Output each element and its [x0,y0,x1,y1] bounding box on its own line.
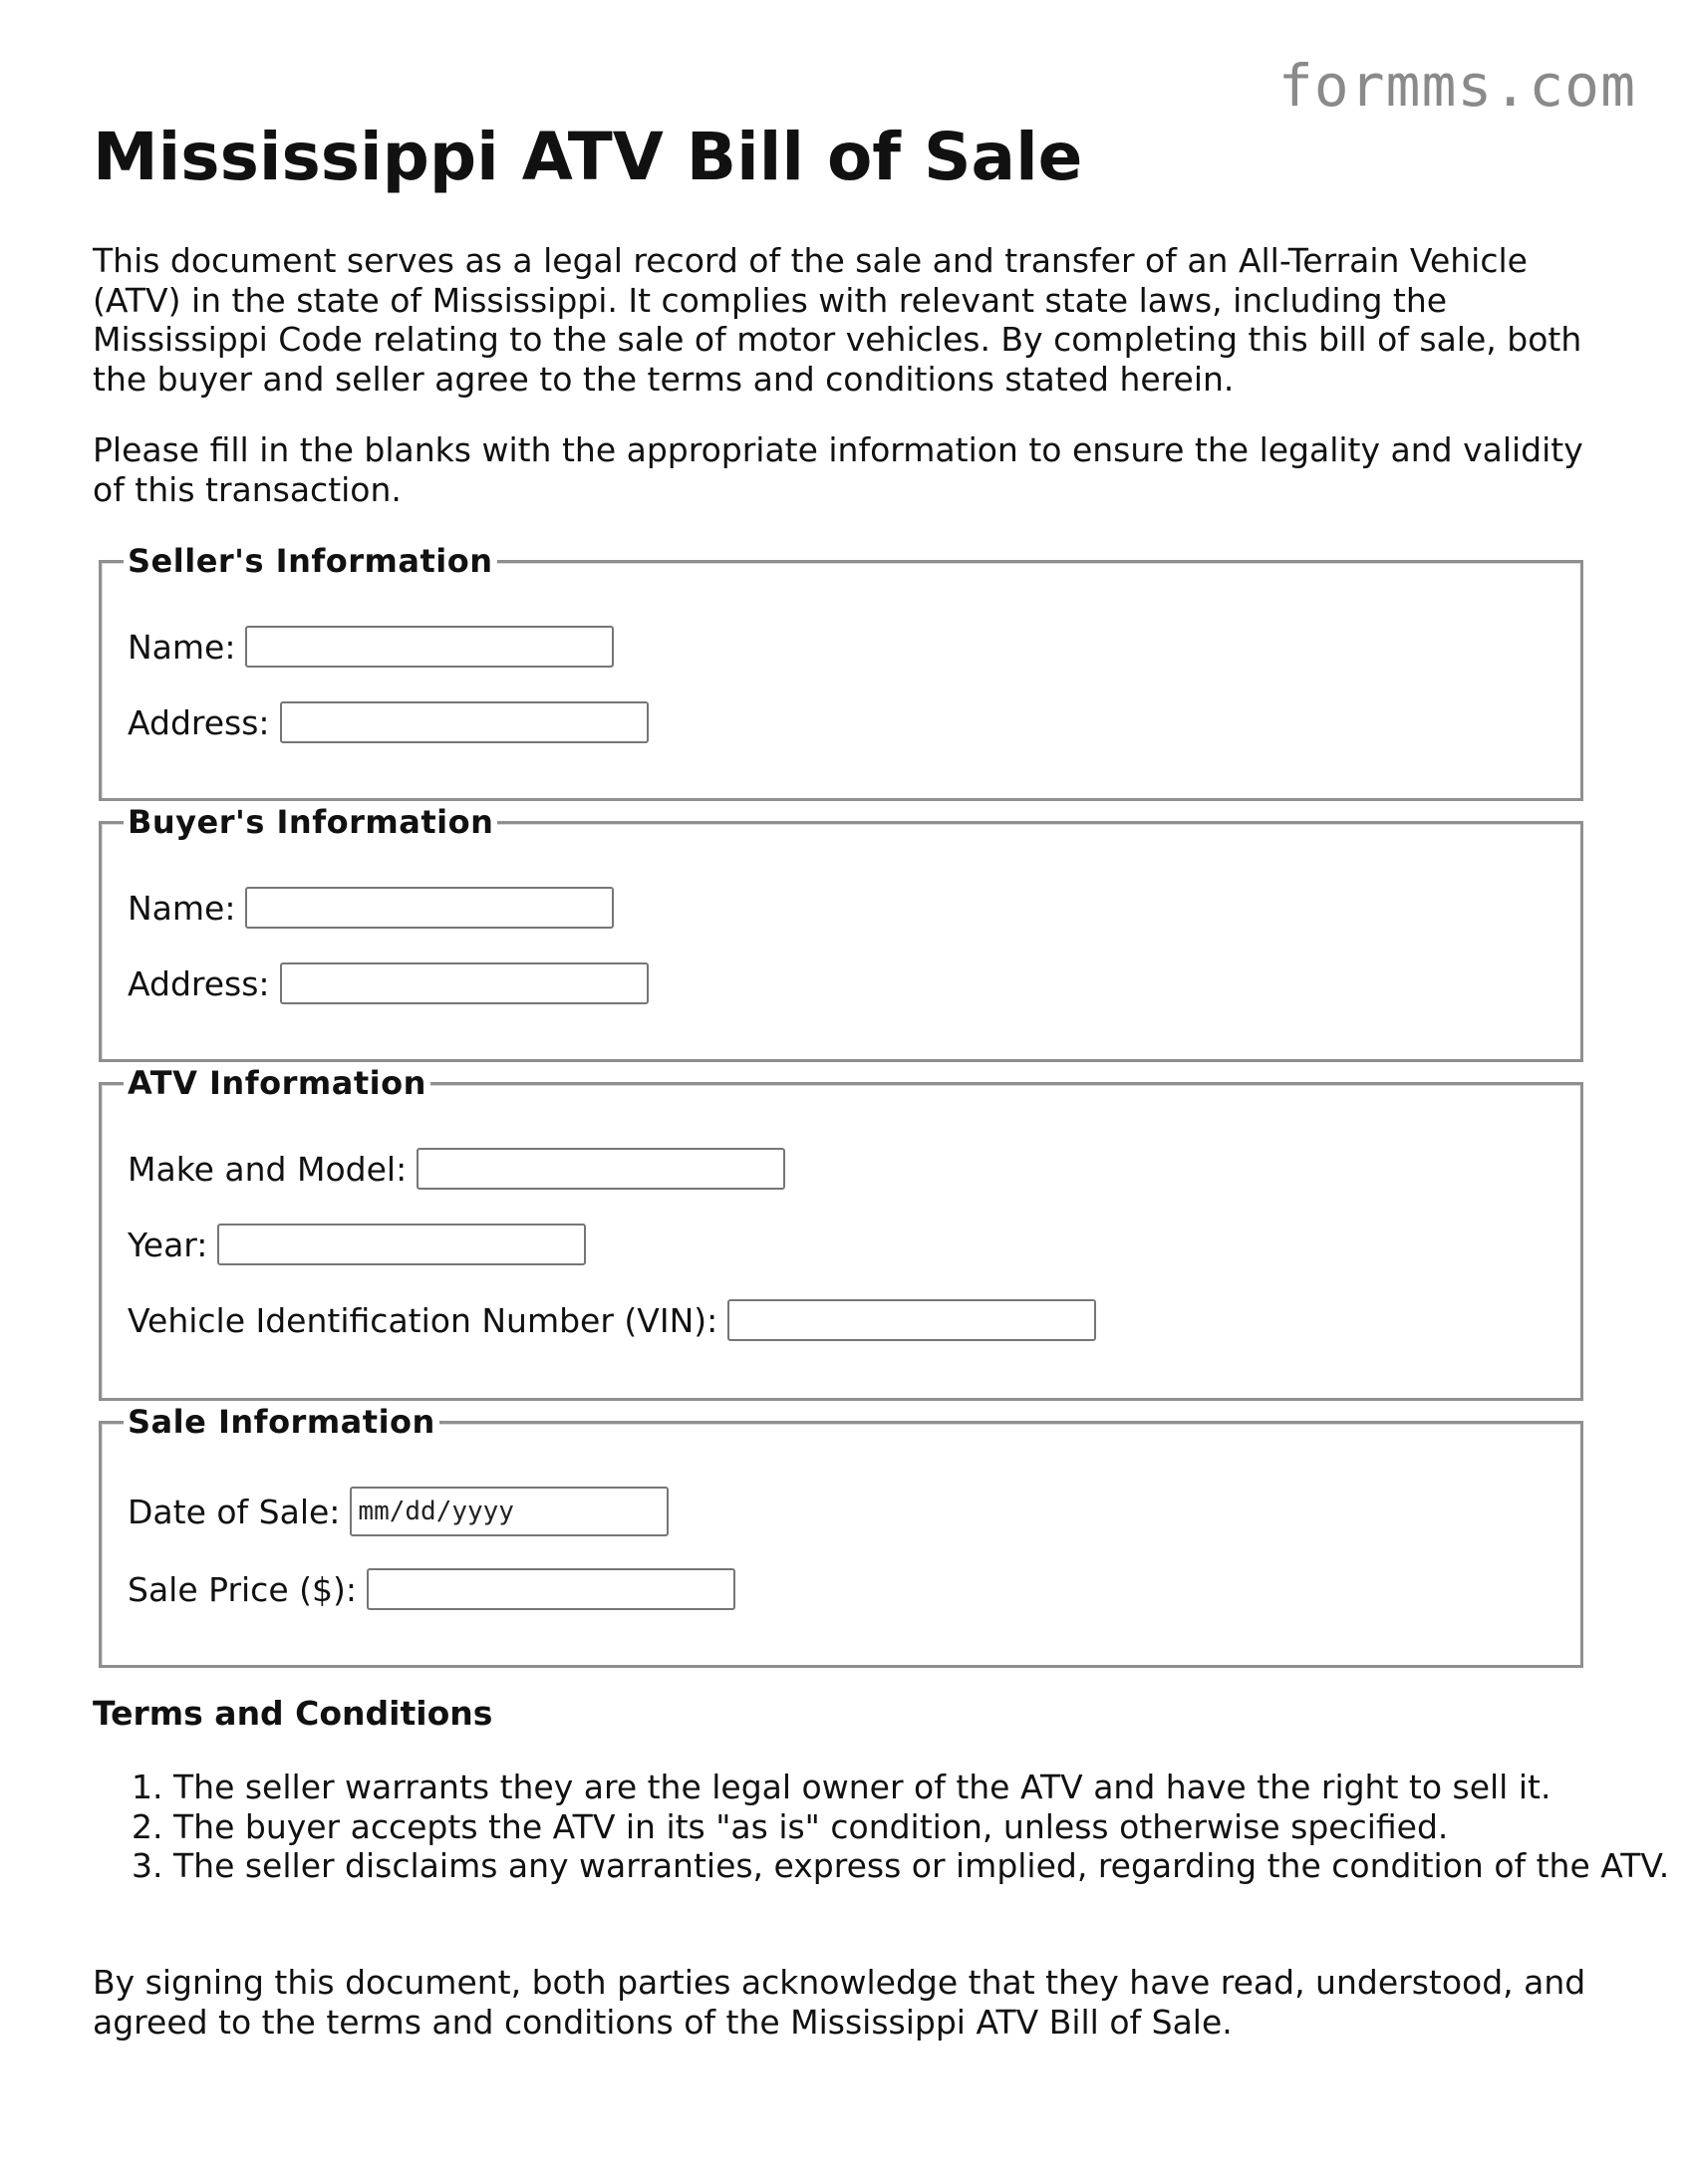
sale-price-input[interactable] [367,1568,735,1610]
buyer-section [99,803,1583,1062]
buyer-address-input[interactable] [280,962,649,1004]
atv-legend: ATV Information [124,1063,430,1103]
sale-price-label: Sale Price ($): [128,1569,357,1609]
atv-make-label: Make and Model: [128,1149,408,1189]
atv-make-model-input[interactable] [417,1148,785,1190]
closing-paragraph: By signing this document, both parties acknowledge that they have read, understood, and agreed to the terms and conditions of the Mississippi ATV Bill of Sale. [93,1963,1586,2042]
buyer-name-row [128,887,614,929]
seller-name-row [128,626,614,668]
atv-make-row [128,1148,785,1190]
sale-price-row [128,1568,735,1610]
terms-heading: Terms and Conditions [93,1694,493,1733]
atv-vin-row [128,1299,1096,1341]
atv-year-label: Year: [128,1225,208,1264]
seller-name-label: Name: [128,627,236,667]
atv-year-input[interactable] [217,1224,586,1265]
atv-vin-label: Vehicle Identification Number (VIN): [128,1300,718,1340]
sale-legend: Sale Information [124,1402,439,1442]
seller-name-input[interactable] [245,626,614,668]
terms-item: 2. The buyer accepts the ATV in its "as is" condition, unless otherwise specified. [173,1807,1678,1847]
terms-item: 1. The seller warrants they are the legal owner of the ATV and have the right to sell it. [173,1768,1678,1807]
instructions-paragraph: Please fill in the blanks with the appropriate information to ensure the legality and validity of this transaction. [93,430,1583,509]
buyer-address-label: Address: [128,963,270,1003]
terms-item: 3. The seller disclaims any warranties, express or implied, regarding the condition of the ATV. [173,1846,1678,1886]
seller-legend: Seller's Information [124,541,497,581]
page-title: Mississippi ATV Bill of Sale [93,119,1083,195]
sale-section [99,1403,1583,1668]
seller-address-row [128,701,649,743]
buyer-address-row [128,962,649,1004]
buyer-legend: Buyer's Information [124,802,497,842]
site-watermark: formms.com [1277,52,1636,120]
sale-date-label: Date of Sale: [128,1492,341,1531]
seller-address-label: Address: [128,702,270,742]
atv-vin-input[interactable] [727,1299,1096,1341]
seller-section [99,542,1583,801]
terms-list [93,1768,1678,1886]
buyer-name-input[interactable] [245,887,614,929]
seller-address-input[interactable] [280,701,649,743]
sale-date-input[interactable]: mm/dd/yyyy [350,1487,669,1536]
atv-year-row [128,1224,586,1265]
intro-paragraph: This document serves as a legal record of the sale and transfer of an All-Terrain Vehicle (ATV) in the state of Mississippi. It complies with relevant state laws, including the Mississippi Code relating to the sale of motor vehicles. By completing this bill of sale, both the buyer and seller agree to the terms and conditions stated herein. [93,241,1582,399]
buyer-name-label: Name: [128,888,236,928]
atv-section [99,1064,1583,1401]
sale-date-row [128,1487,669,1536]
